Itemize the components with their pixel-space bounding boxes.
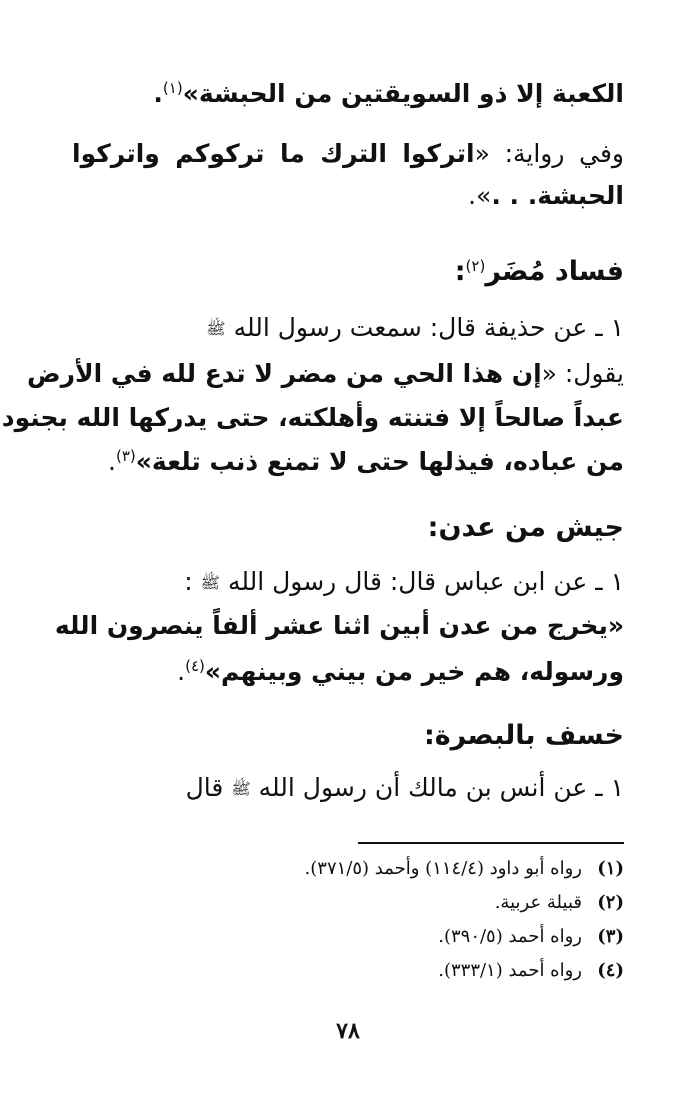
text-line-3 xyxy=(72,176,624,216)
heading-text: فساد مُضَر xyxy=(485,256,624,287)
text-line-11 xyxy=(72,768,624,809)
text-line-9 xyxy=(54,606,624,646)
footnote-text: رواه أحمد (٣٩٠/٥). xyxy=(438,926,582,947)
footnote-ref-1: (١) xyxy=(162,79,183,97)
punctuation: ». xyxy=(468,181,492,210)
quote-text: اتركوا الترك ما تركوكم واتركوا xyxy=(72,139,475,168)
punctuation: . xyxy=(177,657,186,686)
salutation-glyph: ﷺ xyxy=(200,573,220,592)
section-heading-aden xyxy=(72,508,624,548)
quote-text: ورسوله، هم خير من بيني وبينهم» xyxy=(204,657,624,686)
salutation-glyph: ﷺ xyxy=(231,779,251,798)
heading-colon: : xyxy=(454,256,466,287)
footnote-text: قبيلة عربية. xyxy=(494,892,582,913)
quote-text: الحبشة. . . xyxy=(491,181,624,210)
heading-text: جيش من عدن: xyxy=(427,512,624,543)
footnote-number: (٣) xyxy=(597,926,624,947)
punctuation: . xyxy=(108,447,116,476)
text-line-10 xyxy=(72,652,624,692)
footnote-number: (١) xyxy=(597,858,624,879)
text-line-4 xyxy=(72,308,624,349)
section-heading-mudar xyxy=(72,252,624,292)
salutation-glyph: ﷺ xyxy=(206,319,226,338)
narration-text: وفي رواية: « xyxy=(474,139,624,168)
footnote-3 xyxy=(72,922,624,952)
footnote-ref-4: (٤) xyxy=(185,657,205,675)
footnote-text: رواه أحمد (٣٣٣/١). xyxy=(438,960,582,981)
punctuation: . xyxy=(153,79,163,108)
quote-text: «يخرج من عدن أبين اثنا عشر ألفاً ينصرون الله xyxy=(54,611,624,640)
text-line-5 xyxy=(27,354,624,394)
narration-text: ١ ـ عن أنس بن مالك أن رسول الله xyxy=(258,773,624,802)
page-number: ٧٨ xyxy=(336,1018,360,1044)
narration-text: ١ ـ عن حذيفة قال: سمعت رسول الله xyxy=(233,313,624,342)
footnote-number: (٢) xyxy=(597,892,624,913)
section-heading-basra xyxy=(72,716,624,756)
punctuation: : xyxy=(184,567,193,596)
narration-text: ١ ـ عن ابن عباس قال: قال رسول الله xyxy=(227,567,624,596)
text-line-2 xyxy=(72,134,624,174)
narration-text: يقول: « xyxy=(541,359,624,388)
quote-text: عبداً صالحاً إلا فتنته وأهلكته، حتى يدركها الله بجنود xyxy=(1,403,624,432)
text-line-8 xyxy=(72,562,624,603)
text-line-7 xyxy=(72,442,624,482)
text-line-6 xyxy=(1,398,624,438)
quote-text: من عباده، فيذلها حتى لا تمنع ذنب تلعة» xyxy=(135,447,624,476)
heading-text: خسف بالبصرة: xyxy=(423,720,624,751)
quote-text: الكعبة إلا ذو السويقتين من الحبشة» xyxy=(182,79,624,108)
footnote-text: رواه أبو داود (١١٤/٤) وأحمد (٣٧١/٥). xyxy=(304,858,582,879)
footnote-ref-3: (٣) xyxy=(116,447,136,465)
footnote-number: (٤) xyxy=(597,960,624,981)
footnote-2 xyxy=(72,888,624,918)
text-line-1 xyxy=(72,74,624,114)
footnote-ref-2: (٢) xyxy=(465,257,486,275)
footnote-4 xyxy=(72,956,624,986)
footnote-separator xyxy=(358,842,624,844)
narration-text: قال xyxy=(185,773,224,802)
footnote-1 xyxy=(72,854,624,884)
quote-text: إن هذا الحي من مضر لا تدع لله في الأرض xyxy=(27,359,542,388)
